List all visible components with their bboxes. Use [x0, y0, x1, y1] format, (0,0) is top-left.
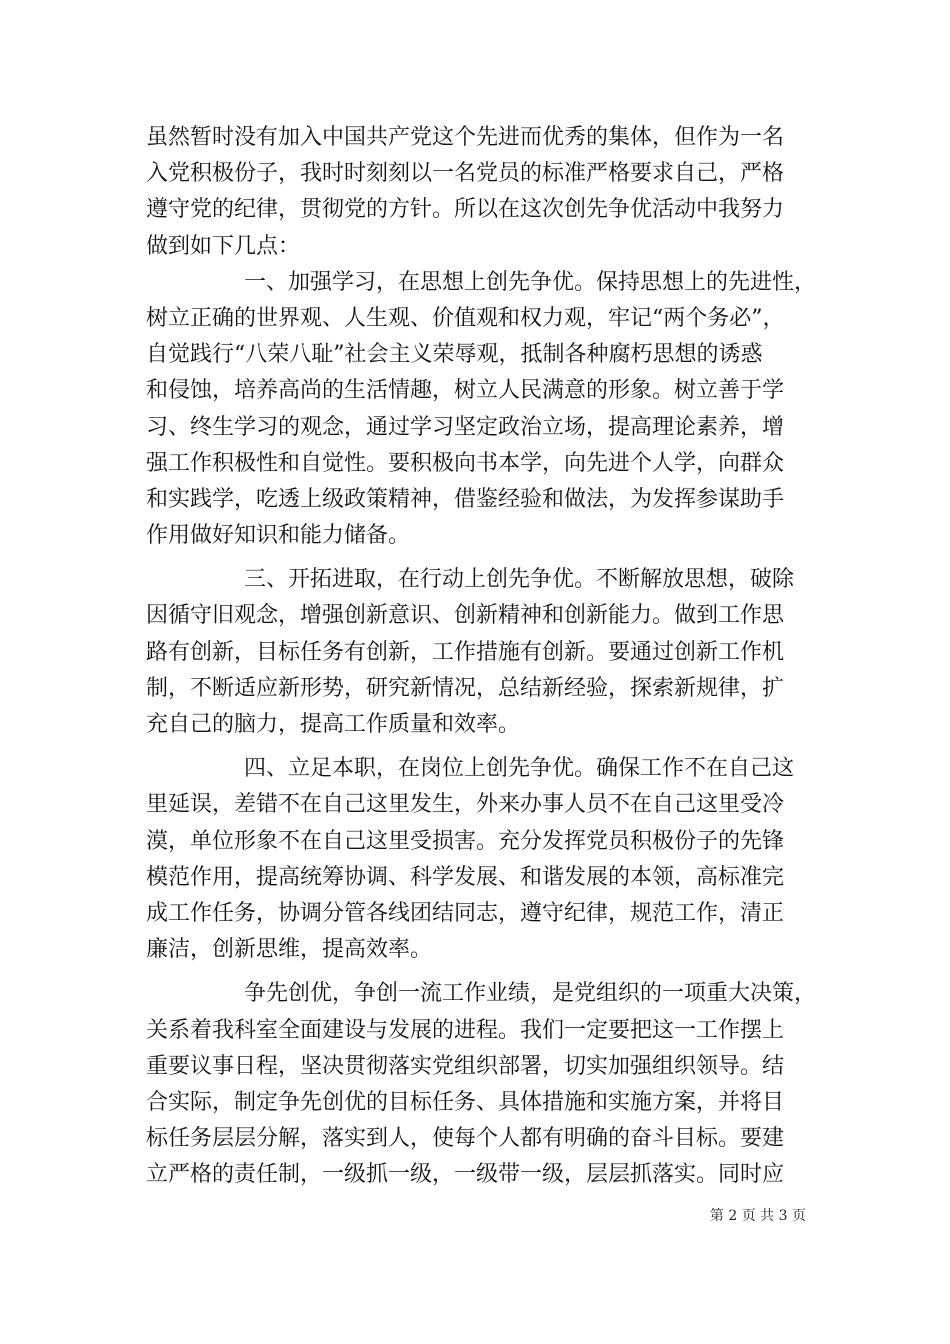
text-line: 制，不断适应新形势，研究新情况，总结新经验，探索新规律，扩	[146, 675, 785, 701]
text-line: 成工作任务，协调分管各线团结同志，遵守纪律，规范工作，清正	[146, 900, 785, 926]
text-line: 路有创新，目标任务有创新，工作措施有创新。要通过创新工作机	[146, 639, 785, 665]
text-line: 强工作积极性和自觉性。要积极向书本学，向先进个人学，向群众	[146, 450, 785, 476]
text-line: 廉洁，创新思维，提高效率。	[146, 937, 433, 963]
text-line: 关系着我科室全面建设与发展的进程。我们一定要把这一工作摆上	[146, 1017, 785, 1043]
paragraph-intro	[146, 120, 826, 265]
text-line: 标任务层层分解，落实到人，使每个人都有明确的奋斗目标。要建	[146, 1126, 785, 1152]
text-line: 漠，单位形象不在自己这里受损害。充分发挥党员积极份子的先锋	[146, 828, 785, 854]
text-line: 三、开拓进取，在行动上创先争优。不断解放思想，破除	[244, 567, 795, 593]
text-line: 自觉践行“八荣八耻”社会主义荣辱观，抵制各种腐朽思想的诱惑	[146, 342, 763, 368]
text-line: 重要议事日程，坚决贯彻落实党组织部署，切实加强组织领导。结	[146, 1053, 785, 1079]
text-line: 争先创优，争创一流工作业绩，是党组织的一项重大决策，	[244, 981, 817, 1007]
text-line: 入党积极份子，我时时刻刻以一名党员的标准严格要求自己，严格	[146, 161, 785, 187]
text-line: 里延误，差错不在自己这里发生，外来办事人员不在自己这里受冷	[146, 792, 785, 818]
page-number: 第 2 页 共 3 页	[709, 1208, 806, 1224]
paragraph-conclusion	[146, 976, 826, 1193]
text-line: 模范作用，提高统筹协调、科学发展、和谐发展的本领，高标准完	[146, 864, 785, 890]
text-line: 因循守旧观念，增强创新意识、创新精神和创新能力。做到工作思	[146, 603, 785, 629]
text-line: 遵守党的纪律，贯彻党的方针。所以在这次创先争优活动中我努力	[146, 197, 785, 223]
text-line: 树立正确的世界观、人生观、价值观和权力观，牢记“两个务必”，	[146, 305, 785, 331]
text-line: 习、终生学习的观念，通过学习坚定政治立场，提高理论素养，增	[146, 414, 785, 440]
text-line: 四、立足本职，在岗位上创先争优。确保工作不在自己这	[244, 756, 795, 782]
paragraph-section-one	[146, 265, 826, 555]
paragraph-section-three	[146, 562, 826, 743]
text-line: 充自己的脑力，提高工作质量和效率。	[146, 712, 521, 737]
document-body	[146, 120, 826, 1193]
text-line: 虽然暂时没有加入中国共产党这个先进而优秀的集体，但作为一名	[146, 125, 785, 150]
text-line: 立严格的责任制，一级抓一级，一级带一级，层层抓落实。同时应	[146, 1162, 785, 1188]
text-line: 一、加强学习，在思想上创先争优。保持思想上的先进性，	[244, 269, 817, 295]
paragraph-section-four	[146, 751, 826, 968]
text-line: 和实践学，吃透上级政策精神，借鉴经验和做法，为发挥参谋助手	[146, 486, 785, 512]
text-line: 和侵蚀，培养高尚的生活情趣，树立人民满意的形象。树立善于学	[146, 378, 785, 404]
text-line: 合实际，制定争先创优的目标任务、具体措施和实施方案，并将目	[146, 1089, 785, 1115]
text-line: 做到如下几点：	[146, 233, 301, 259]
text-line: 作用做好知识和能力储备。	[146, 523, 411, 549]
